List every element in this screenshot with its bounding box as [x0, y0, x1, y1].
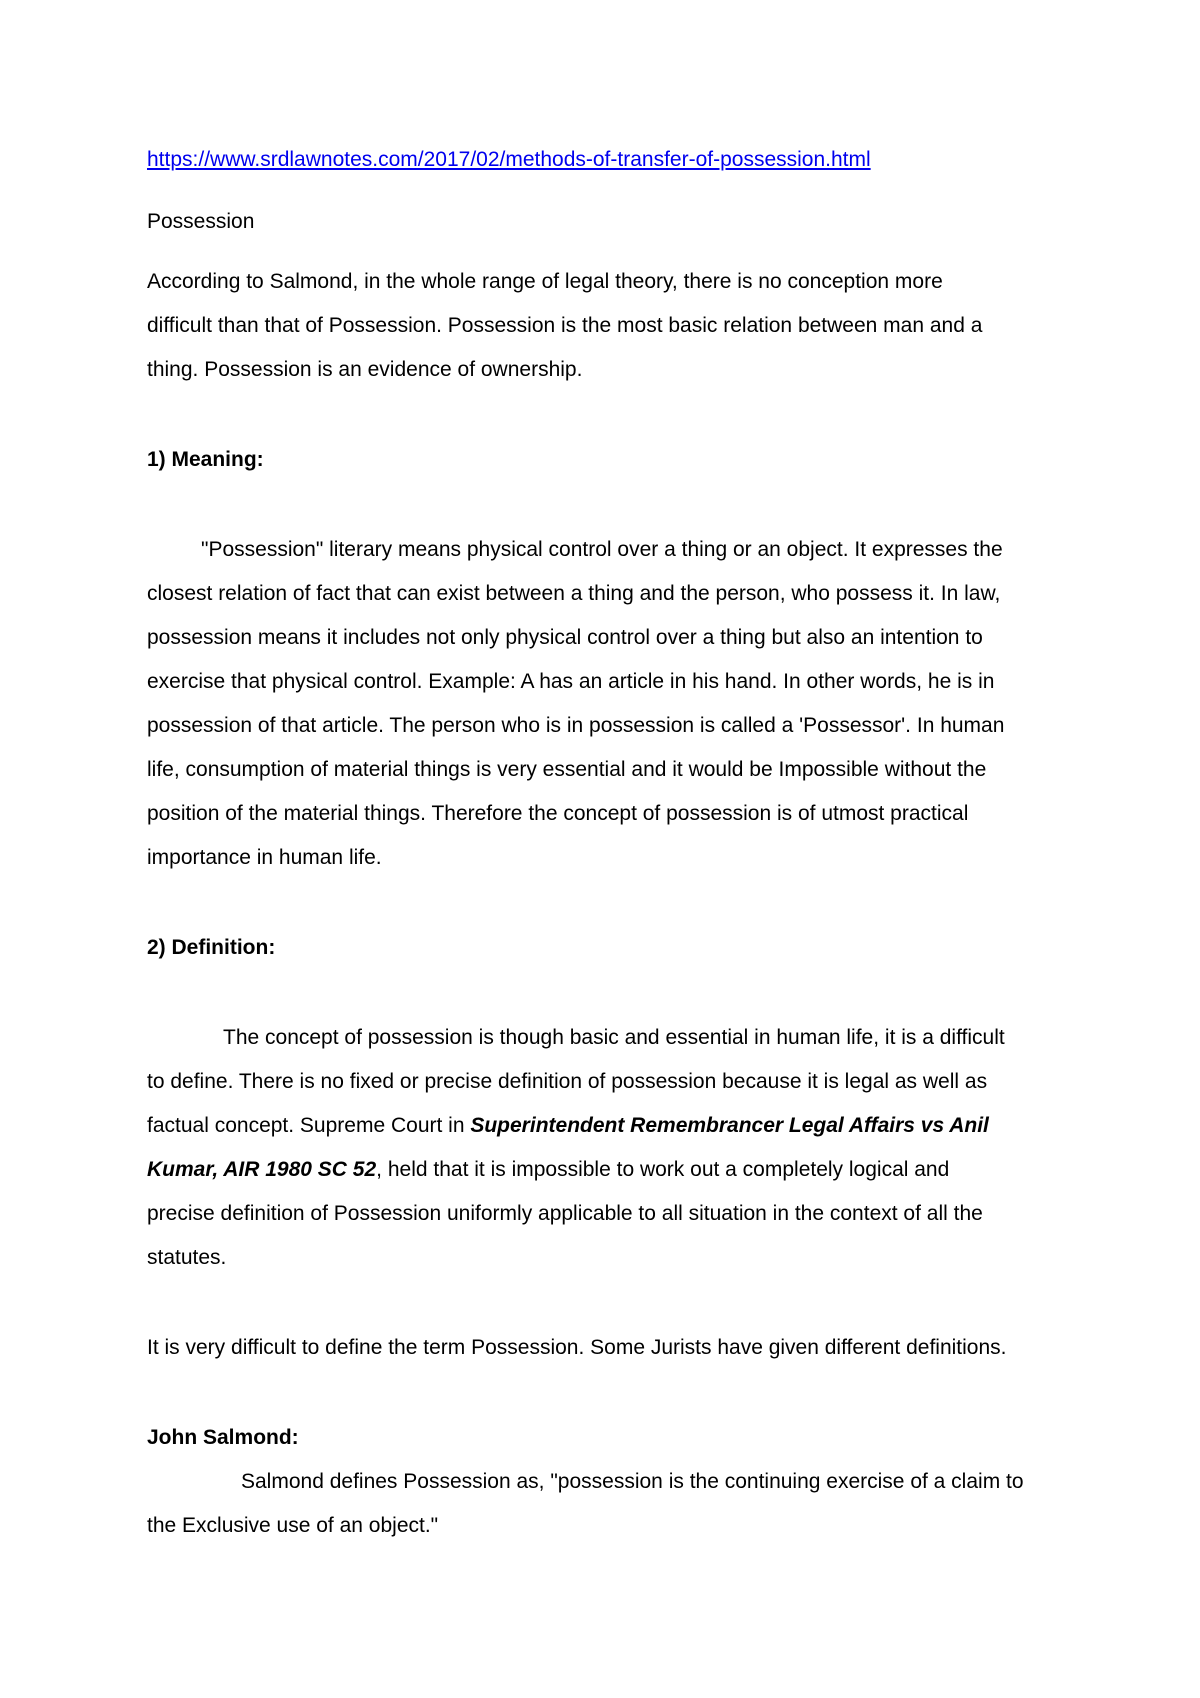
definition-line: statutes.	[147, 1246, 227, 1269]
definition-line	[147, 1112, 989, 1140]
meaning-line: possession means it includes not only physical control over a thing but also an intention to	[147, 626, 983, 649]
difficulty-note: It is very difficult to define the term Possession. Some Jurists have given different definitions.	[147, 1336, 1007, 1359]
meaning-line: closest relation of fact that can exist between a thing and the person, who possess it. In law,	[147, 582, 1001, 605]
meaning-line: life, consumption of material things is very essential and it would be Impossible without the	[147, 758, 987, 781]
meaning-line: "Possession" literary means physical control over a thing or an object. It expresses the	[201, 538, 1003, 561]
document-title: Possession	[147, 210, 255, 233]
salmond-line: the Exclusive use of an object."	[147, 1514, 439, 1537]
intro-line: difficult than that of Possession. Possession is the most basic relation between man and a	[147, 314, 983, 337]
definition-line: The concept of possession is though basic and essential in human life, it is a difficult	[223, 1026, 1005, 1049]
intro-line: thing. Possession is an evidence of ownership.	[147, 358, 583, 381]
definition-line-text: factual concept. Supreme Court in	[147, 1114, 471, 1137]
meaning-line: possession of that article. The person who is in possession is called a 'Possessor'. In human	[147, 714, 1005, 737]
definition-line: precise definition of Possession uniformly applicable to all situation in the context of all the	[147, 1202, 983, 1225]
meaning-line: exercise that physical control. Example: A has an article in his hand. In other words, he is in	[147, 670, 995, 693]
definition-line-text: , held that it is impossible to work out a completely logical and	[376, 1158, 950, 1181]
case-citation-part1: Superintendent Remembrancer Legal Affairs vs Anil	[470, 1114, 989, 1137]
meaning-line: importance in human life.	[147, 846, 382, 869]
definition-line	[147, 1156, 949, 1184]
definition-line: to define. There is no fixed or precise definition of possession because it is legal as well as	[147, 1070, 988, 1093]
case-citation-part2: Kumar, AIR 1980 SC 52	[147, 1158, 377, 1181]
meaning-heading: 1) Meaning:	[147, 448, 264, 471]
definition-heading: 2) Definition:	[147, 936, 276, 959]
salmond-heading: John Salmond:	[147, 1426, 299, 1449]
meaning-line: position of the material things. Therefore the concept of possession is of utmost practical	[147, 802, 969, 825]
intro-line: According to Salmond, in the whole range of legal theory, there is no conception more	[147, 270, 943, 293]
source-url-link[interactable]: https://www.srdlawnotes.com/2017/02/methods-of-transfer-of-possession.html	[147, 148, 871, 171]
salmond-line: Salmond defines Possession as, "possession is the continuing exercise of a claim to	[241, 1470, 1024, 1493]
